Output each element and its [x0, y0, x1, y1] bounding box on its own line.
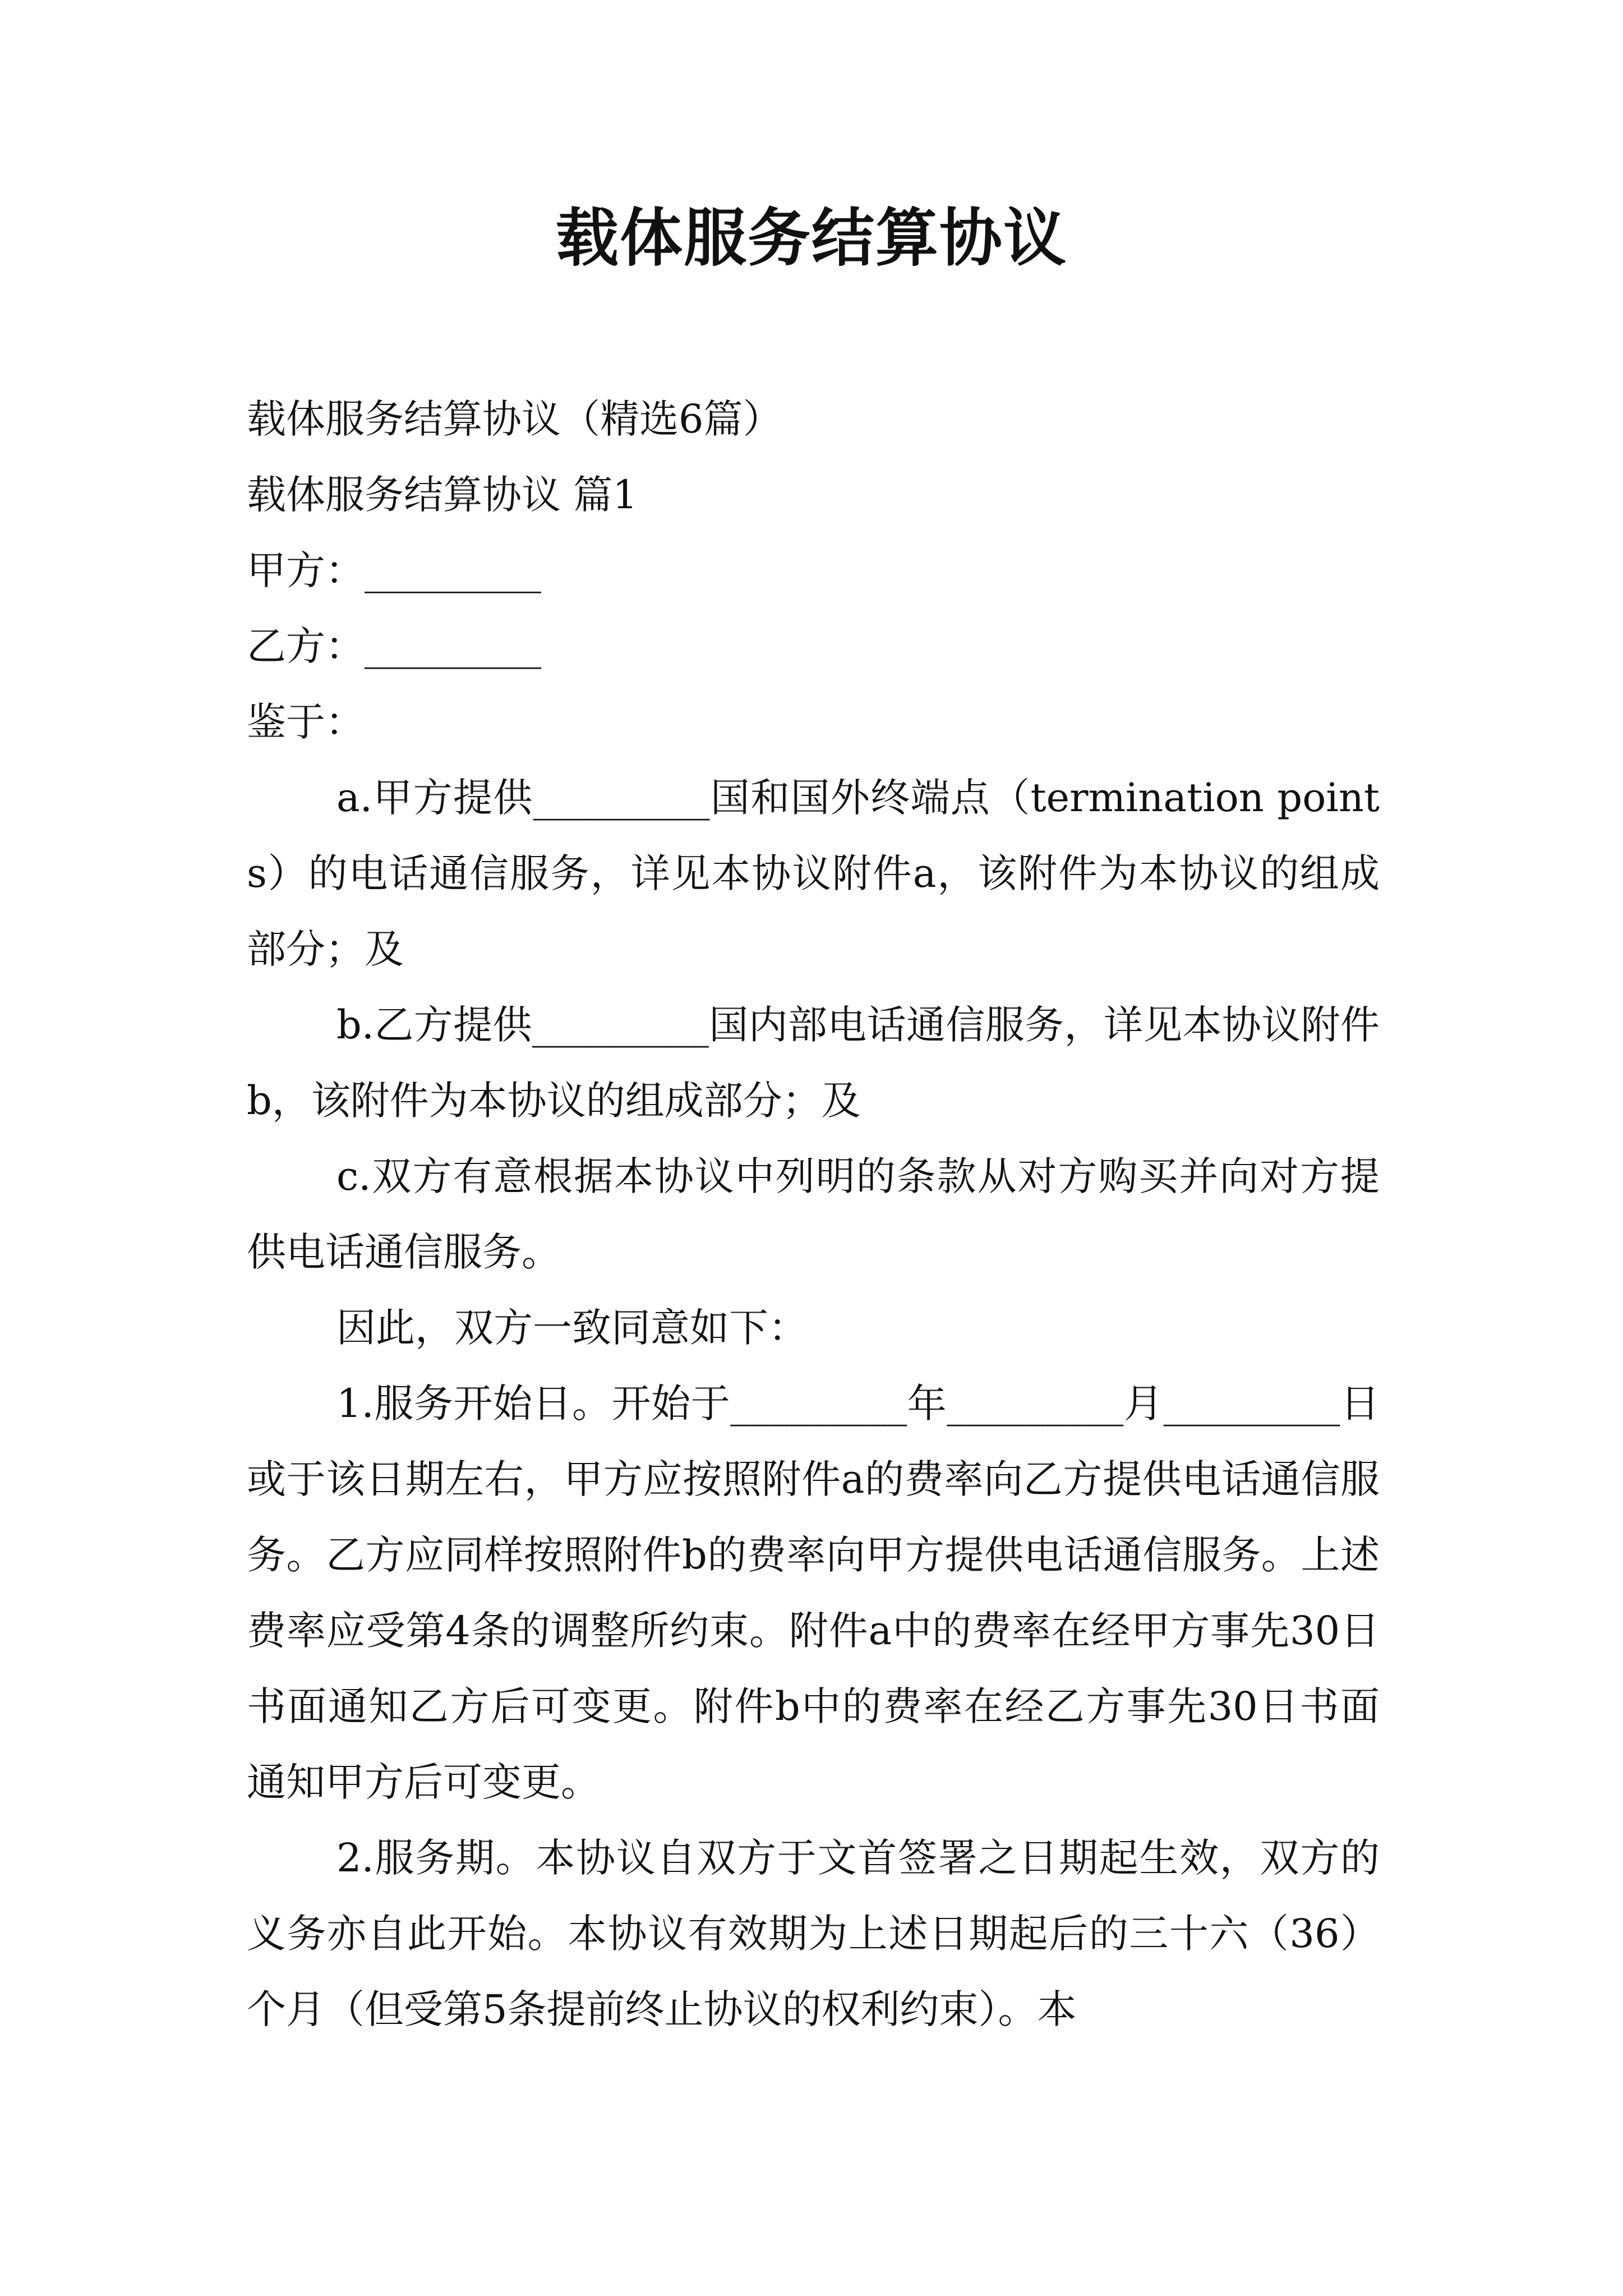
paragraph-item-1: 1.服务开始日。开始于_________年_________月_________日或于该日期左右，甲方应按照附件a的费率向乙方提供电话通信服务。乙方应同样按照附件b的费率向甲方提供电话通信服务。上述费率应受第4条的调整所约束。附件a中的费率在经甲方事先30日书面通知乙方后可变更。附件b中的费率在经乙方事先30日书面通知甲方后可变更。	[247, 1381, 1380, 1805]
paragraph-subtitle: 载体服务结算协议（精选6篇）	[247, 396, 782, 442]
paragraph-party-a: 甲方：_________	[247, 547, 541, 593]
paragraph-clause-a: a.甲方提供_________国和国外终端点（termination points）的电话通信服务，详见本协议附件a，该附件为本协议的组成部分；及	[247, 775, 1380, 972]
paragraph-therefore: 因此，双方一致同意如下：	[336, 1305, 808, 1351]
document-title: 载体服务结算协议	[556, 202, 1067, 275]
paragraph-party-b: 乙方：_________	[247, 623, 541, 669]
paragraph-section-heading: 载体服务结算协议 篇1	[247, 472, 638, 518]
paragraph-whereas: 鉴于：	[247, 699, 365, 745]
paragraph-item-2: 2.服务期。本协议自双方于文首签署之日期起生效，双方的义务亦自此开始。本协议有效期为上述日期起后的三十六（36）个月（但受第5条提前终止协议的权利约束）。本	[247, 1835, 1380, 2032]
document-body	[247, 381, 1380, 2047]
paragraph-clause-c: c.双方有意根据本协议中列明的条款从对方购买并向对方提供电话通信服务。	[247, 1153, 1380, 1275]
paragraph-clause-b: b.乙方提供_________国内部电话通信服务，详见本协议附件b，该附件为本协议的组成部分；及	[247, 1002, 1380, 1124]
